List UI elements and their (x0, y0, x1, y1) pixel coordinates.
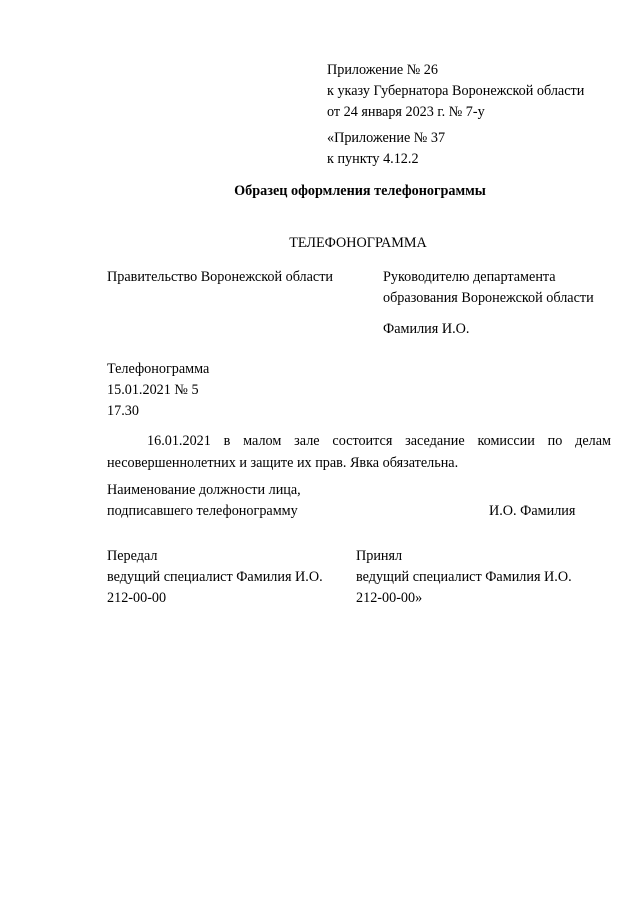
sample-title: Образец оформления телефонограммы (234, 183, 486, 199)
signer-name: И.О. Фамилия (489, 503, 576, 519)
appendix-ref-clause: к пункту 4.12.2 (327, 151, 419, 167)
recipient-block (383, 267, 594, 309)
transmitted-position: ведущий специалист Фамилия И.О. (107, 569, 323, 585)
received-position: ведущий специалист Фамилия И.О. (356, 569, 572, 585)
document-type-heading: ТЕЛЕФОНОГРАММА (289, 235, 427, 251)
recipient-name: Фамилия И.О. (383, 321, 470, 337)
transmitted-label: Передал (107, 548, 158, 564)
transmitted-block (107, 546, 323, 609)
appendix-decree: к указу Губернатора Воронежской области (327, 83, 585, 99)
registration-time: 17.30 (107, 403, 139, 419)
signer-line-1: Наименование должности лица, (107, 482, 301, 498)
received-block (356, 546, 572, 609)
registration-date-number: 15.01.2021 № 5 (107, 382, 199, 398)
registration-label: Телефонограмма (107, 361, 210, 377)
recipient-line-1: Руководителю департамента (383, 269, 556, 285)
appendix-ref-number: «Приложение № 37 (327, 130, 446, 146)
body-text: 16.01.2021 в малом зале состоится заседание комиссии по делам несовершеннолетних и защите их прав. Явка обязательна. (107, 433, 611, 471)
received-label: Принял (356, 548, 403, 564)
sender: Правительство Воронежской области (107, 269, 334, 285)
signer-position (107, 480, 301, 522)
registration-block (107, 359, 209, 422)
recipient-line-2: образования Воронежской области (383, 290, 594, 306)
appendix-header (327, 60, 584, 123)
appendix-reference (327, 128, 445, 170)
appendix-date: от 24 января 2023 г. № 7-у (327, 104, 485, 120)
signer-line-2: подписавшего телефонограмму (107, 503, 298, 519)
received-phone: 212-00-00» (356, 590, 423, 606)
transmitted-phone: 212-00-00 (107, 590, 167, 606)
appendix-number: Приложение № 26 (327, 62, 438, 78)
